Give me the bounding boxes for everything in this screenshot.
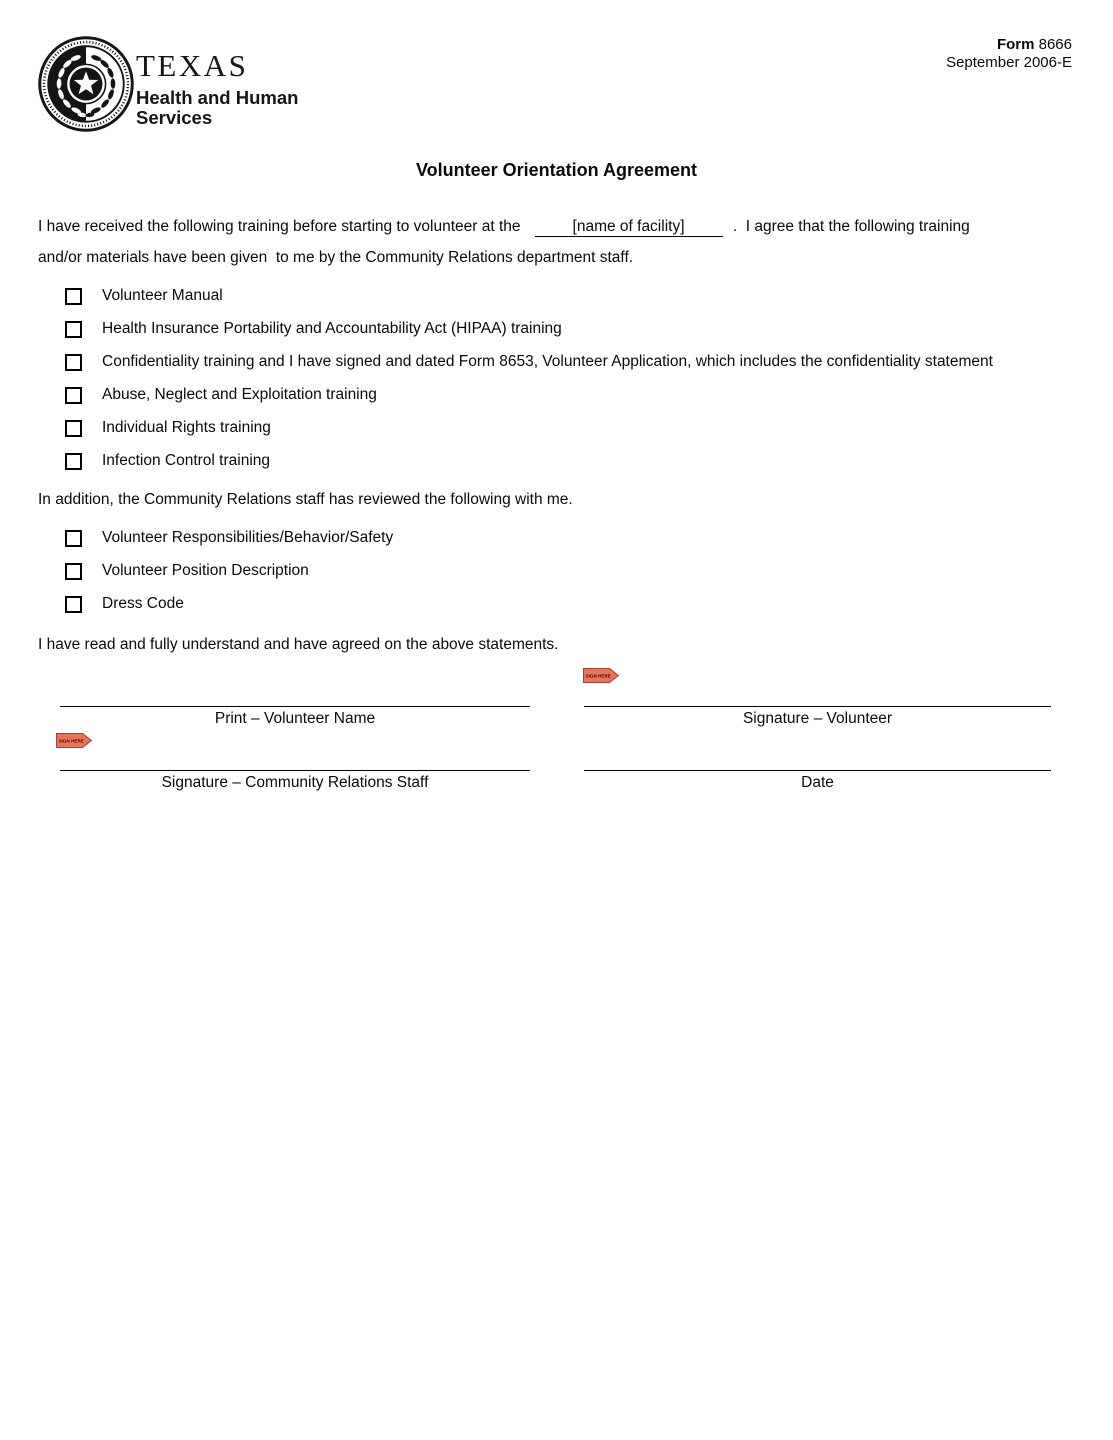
checklist-item [65,595,393,613]
wordmark-agency-line2: Services [136,107,213,128]
form-label: Form [996,36,1035,53]
checkbox-unchecked[interactable] [65,563,82,580]
acknowledgement-paragraph: I have read and fully understand and have agreed on the above statements. [38,636,559,653]
checkbox-unchecked[interactable] [65,387,82,404]
wordmark-state: TEXAS [136,48,249,83]
checklist-item [65,320,993,338]
form-number-line [946,36,1072,54]
checklist-item [65,562,393,580]
signature-field-date[interactable] [584,770,1051,792]
signature-field-label: Signature – Community Relations Staff [161,774,429,791]
checklist-item-label: Volunteer Position Description [102,562,309,579]
reviewed-intro-paragraph: In addition, the Community Relations staff has reviewed the following with me. [38,491,573,508]
checklist-item [65,386,993,404]
checklist-item-label: Volunteer Manual [102,287,223,304]
sign-here-tab-label: SIGN HERE [585,673,611,679]
checkbox-unchecked[interactable] [65,420,82,437]
checklist-item [65,287,993,305]
wordmark-agency-line1: Health and Human [136,87,299,108]
training-checklist [65,287,993,485]
checklist-item [65,419,993,437]
reviewed-checklist [65,529,393,628]
checkbox-unchecked[interactable] [65,321,82,338]
checklist-item-label: Health Insurance Portability and Accountability Act (HIPAA) training [102,320,562,337]
form-number: 8666 [1038,36,1072,53]
signature-field-label: Signature – Volunteer [742,710,893,727]
checklist-item-label: Abuse, Neglect and Exploitation training [102,386,377,403]
signature-field-label: Date [801,774,834,791]
checklist-item-label: Individual Rights training [102,419,271,436]
intro-text-after-blank: . I agree that the following training [728,218,970,235]
checklist-item-label: Confidentiality training and I have signed and dated Form 8653, Volunteer Application, which includes the confidentiality statement [102,353,993,370]
checklist-item [65,452,993,470]
intro-text-line2: and/or materials have been given to me by the Community Relations department staff. [38,249,634,266]
signature-field-community-relations-staff-signature[interactable] [60,770,530,792]
sign-here-tab[interactable] [56,733,92,748]
checkbox-unchecked[interactable] [65,453,82,470]
signature-field-print-volunteer-name[interactable] [60,706,530,728]
checklist-item-label: Volunteer Responsibilities/Behavior/Safety [102,529,394,546]
checkbox-unchecked[interactable] [65,530,82,547]
signature-field-volunteer-signature[interactable] [584,706,1051,728]
sign-here-tab-label: SIGN HERE [58,738,84,744]
checkbox-unchecked[interactable] [65,596,82,613]
signature-field-label: Print – Volunteer Name [214,710,376,727]
intro-text-before-blank: I have received the following training before starting to volunteer at the [38,218,521,235]
facility-name-field[interactable]: [name of facility] [535,217,723,237]
checklist-item [65,529,393,547]
sign-here-tab[interactable] [583,668,619,683]
intro-paragraph [38,211,1078,273]
checklist-item [65,353,993,371]
texas-hhs-seal-icon [37,35,135,133]
checkbox-unchecked[interactable] [65,354,82,371]
page-title: Volunteer Orientation Agreement [415,160,698,180]
agency-wordmark [136,50,298,128]
form-revision: September 2006-E [946,53,1072,71]
checklist-item-label: Infection Control training [102,452,271,469]
checklist-item-label: Dress Code [102,595,184,612]
form-meta [946,36,1072,71]
checkbox-unchecked[interactable] [65,288,82,305]
